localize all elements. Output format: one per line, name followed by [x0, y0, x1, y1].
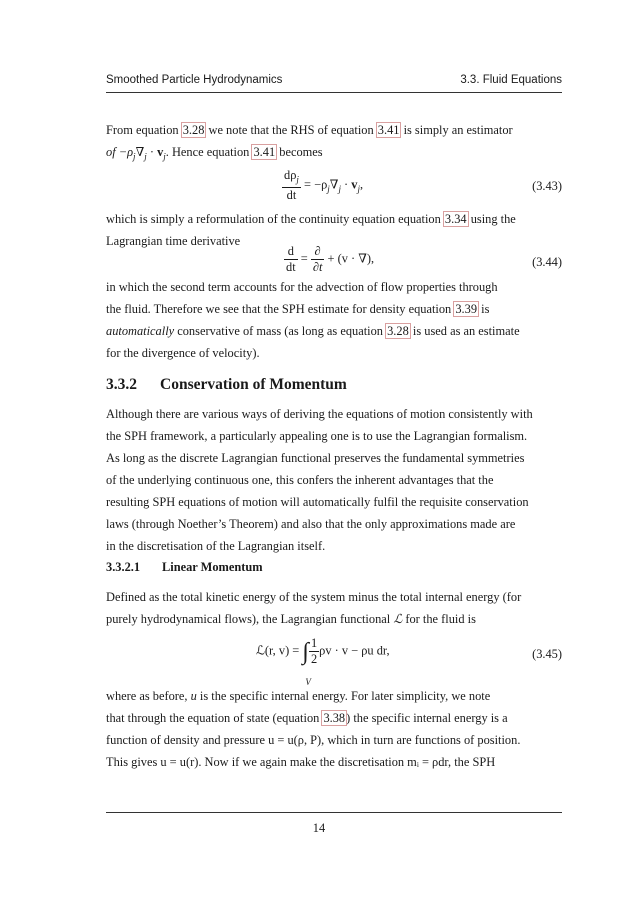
equation-ref-link[interactable]: 3.28	[182, 123, 205, 137]
equation-3-43: $\frac{d\rho_j}{dt}$ = $-\rho_j\nabla_j \cdot v_j$, (3.43)	[284, 168, 562, 203]
running-header	[106, 74, 562, 88]
header-rule	[106, 92, 562, 93]
equation-number: (3.44)	[532, 255, 562, 269]
page-number: 14	[312, 821, 326, 835]
paragraph-functional: Defined as the total kinetic energy of the system minus the total internal energy (for purely hydrodynamical flows), the Lagrangian functional ℒ for the fluid is	[106, 590, 522, 626]
paragraph-intro: From equation 3.28 we note that the RHS of equation 3.41 is simply an estimator of $-\rho_j\nabla_j \cdot v_j$. Hence equation 3.41 becomes	[106, 123, 513, 162]
equation-ref-link[interactable]: 3.41	[377, 123, 400, 137]
equation-number: (3.43)	[532, 179, 562, 193]
equation-ref-link[interactable]: 3.38	[323, 711, 346, 725]
subsection-title: Linear Momentum	[162, 560, 263, 574]
paragraph-internal-energy: where as before, u is the specific internal energy. For later simplicity, we note that through the equation of state (equation 3.38) the specific internal energy is a function of density and pressure u = u(ρ, P), which in turn are functions of position. This gives u = u(r). Now if we again make the discretisation mᵢ = ρdr, the SPH	[106, 689, 521, 769]
equation-ref-link[interactable]: 3.39	[455, 302, 478, 316]
section-title: Conservation of Momentum	[160, 376, 347, 393]
header-section: 3.3. Fluid Equations	[460, 74, 562, 86]
subsection-heading	[106, 560, 263, 575]
paragraph-continuity: which is simply a reformulation of the continuity equation equation 3.34 using the Lagrangian time derivative	[106, 212, 516, 248]
subsection-number: 3.3.2.1	[106, 560, 141, 574]
footer-rule	[106, 812, 562, 813]
section-heading	[106, 376, 347, 394]
equation-ref-link[interactable]: 3.28	[387, 324, 409, 338]
paragraph-lagrangian: Although there are various ways of deriving the equations of motion consistently with the SPH framework, a particularly appealing one is to use the Lagrangian formalism. As long as the discrete Lagrangian functional preserves the fundamental symmetries of the underlying continuous one, this confers the inherent advantages that the resulting SPH equations of motion will automatically fulfil the requisite conservation laws (through Noether’s Theorem) and also that the only approximations made are in the discretisation of the Lagrangian itself.	[106, 407, 533, 553]
equation-ref-link[interactable]: 3.41	[253, 145, 276, 159]
equation-ref-link[interactable]: 3.34	[444, 212, 467, 226]
header-title: Smoothed Particle Hydrodynamics	[106, 74, 283, 86]
section-number: 3.3.2	[106, 376, 137, 393]
equation-number: (3.45)	[532, 647, 562, 661]
paragraph-advection: in which the second term accounts for the advection of flow properties through the fluid. Therefore we see that the SPH estimate for density equation 3.39 is automatically conservative of mass (as long as equation 3.28 is used as an estimate for the divergence of velocity).	[106, 280, 520, 360]
equation-3-44: $\frac{d}{dt}$ = $\frac{\partial}{\partial t}$ + (v · ∇), (3.44)	[286, 244, 562, 274]
equation-3-45: ℒ(r, v) = ∫ V $\frac{1}{2}$ ρv · v − ρu dr, (3.45)	[256, 636, 562, 687]
